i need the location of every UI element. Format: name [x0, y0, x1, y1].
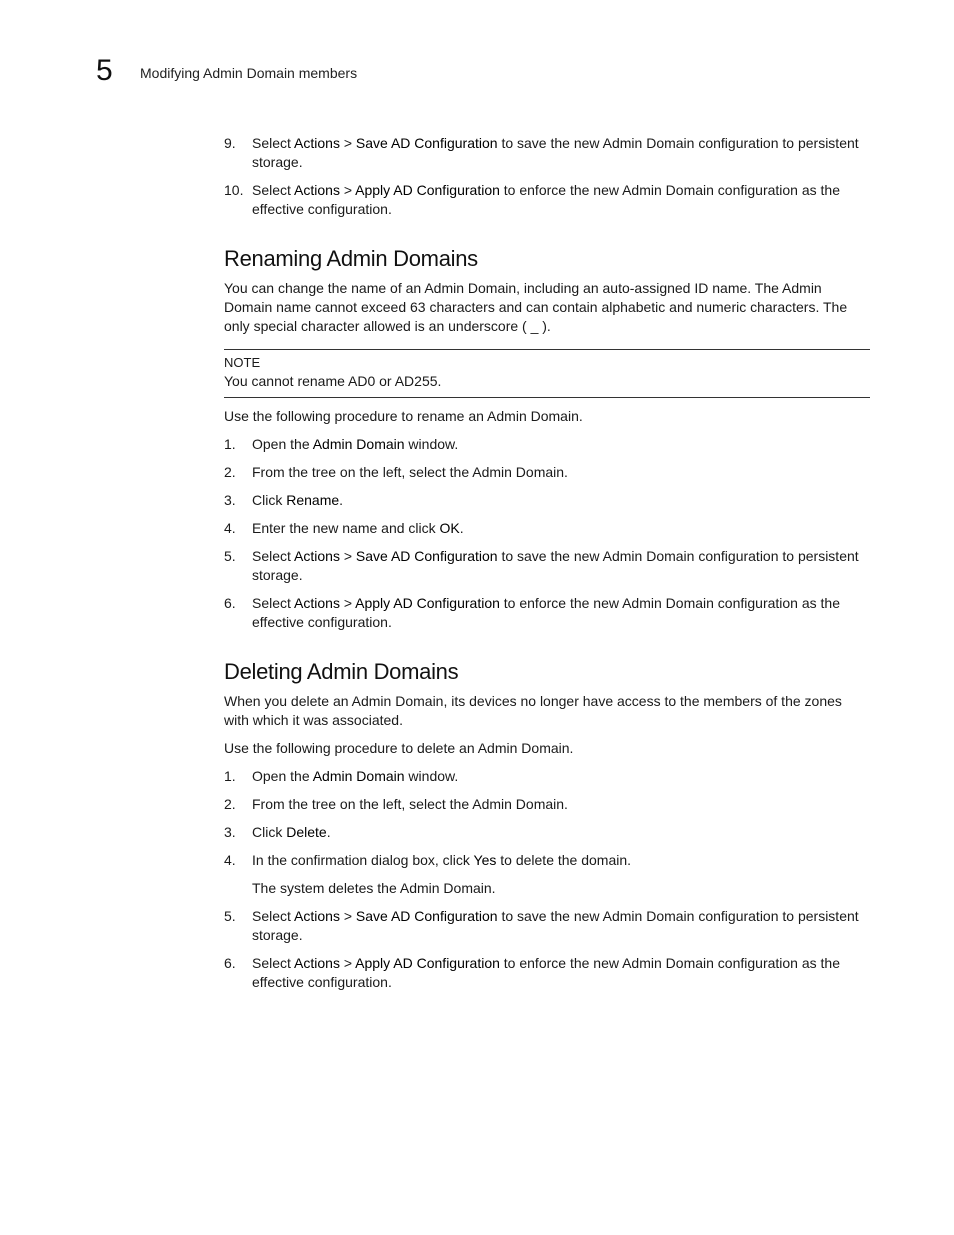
text-run: Select	[252, 135, 295, 151]
ui-term: Admin Domain	[312, 436, 405, 452]
delete-steps	[224, 767, 870, 992]
step-number: 6.	[224, 955, 236, 971]
step-text	[252, 134, 870, 172]
text-run: Select	[252, 595, 295, 611]
ui-term: OK	[439, 520, 460, 536]
step-number: 3.	[224, 492, 236, 508]
text-run: >	[339, 135, 356, 151]
list-item	[224, 435, 870, 454]
ui-term: Actions	[294, 548, 340, 564]
ui-term: Rename	[286, 492, 340, 508]
step-number: 10.	[224, 182, 244, 198]
step-text	[252, 795, 870, 814]
list-item	[224, 851, 870, 898]
ui-term: Delete	[286, 824, 327, 840]
step-number: 2.	[224, 464, 236, 480]
note-text: You cannot rename AD0 or AD255.	[224, 373, 442, 389]
list-item	[224, 491, 870, 510]
step-number: 5.	[224, 548, 236, 564]
text-run: Open the	[252, 768, 313, 784]
ui-term: Actions	[294, 908, 340, 924]
text-run: >	[339, 908, 356, 924]
text-run: to enforce the new Admin Domain configuration as the effective configuration.	[252, 955, 840, 990]
note-label: NOTE	[224, 355, 261, 370]
list-item	[224, 519, 870, 538]
text-run: Select	[252, 182, 295, 198]
step-result: The system deletes the Admin Domain.	[252, 880, 496, 896]
list-item	[224, 954, 870, 992]
ui-term: Apply AD Configuration	[355, 955, 500, 971]
text-run: >	[339, 595, 356, 611]
text-run: .	[339, 492, 344, 508]
text-run: Select	[252, 548, 295, 564]
text-run: .	[326, 824, 331, 840]
step-text	[252, 823, 870, 842]
text-run: Select	[252, 955, 295, 971]
text-run: .	[459, 520, 464, 536]
text-run: window.	[404, 768, 459, 784]
text-run: to enforce the new Admin Domain configuration as the effective configuration.	[252, 595, 840, 630]
heading-deleting: Deleting Admin Domains	[224, 659, 459, 684]
step-text	[252, 181, 870, 219]
step-number: 6.	[224, 595, 236, 611]
heading-renaming: Renaming Admin Domains	[224, 246, 478, 271]
text-run: >	[339, 548, 356, 564]
step-number: 4.	[224, 520, 236, 536]
text-run: to save the new Admin Domain configuration to persistent storage.	[252, 135, 859, 170]
step-text	[252, 435, 870, 454]
list-item	[224, 767, 870, 786]
intro-steps	[224, 134, 870, 219]
ui-term: Save AD Configuration	[355, 548, 498, 564]
list-item	[224, 463, 870, 482]
chapter-number: 5	[96, 54, 113, 87]
ui-term: Actions	[294, 595, 340, 611]
list-item	[224, 547, 870, 585]
list-item	[224, 134, 870, 172]
step-text	[252, 594, 870, 632]
step-number: 4.	[224, 852, 236, 868]
step-number: 3.	[224, 824, 236, 840]
step-text	[252, 907, 870, 945]
text-run: Open the	[252, 436, 313, 452]
text-run: In the confirmation dialog box, click	[252, 852, 474, 868]
text-run: >	[339, 182, 356, 198]
ui-term: Actions	[294, 955, 340, 971]
text-run: Click	[252, 824, 287, 840]
text-run: Click	[252, 492, 287, 508]
ui-term: Apply AD Configuration	[355, 595, 500, 611]
text-run: From the tree on the left, select the Admin Domain.	[252, 464, 568, 480]
text-run: window.	[404, 436, 459, 452]
running-head: Modifying Admin Domain members	[140, 65, 358, 81]
step-text	[252, 767, 870, 786]
step-text	[252, 954, 870, 992]
list-item	[224, 907, 870, 945]
step-text	[252, 851, 870, 870]
ui-term: Save AD Configuration	[355, 135, 498, 151]
step-number: 2.	[224, 796, 236, 812]
text-run: to enforce the new Admin Domain configuration as the effective configuration.	[252, 182, 840, 217]
note-box	[224, 349, 870, 398]
text-run: to save the new Admin Domain configuration to persistent storage.	[252, 548, 859, 583]
text-run: >	[339, 955, 356, 971]
step-text	[252, 463, 870, 482]
ui-term: Yes	[473, 852, 497, 868]
list-item	[224, 795, 870, 814]
ui-term: Admin Domain	[312, 768, 405, 784]
step-number: 5.	[224, 908, 236, 924]
ui-term: Actions	[294, 182, 340, 198]
list-item	[224, 181, 870, 219]
ui-term: Apply AD Configuration	[355, 182, 500, 198]
text-run: Enter the new name and click	[252, 520, 440, 536]
rename-intro: You can change the name of an Admin Domain, including an auto-assigned ID name. The Admin Domain name cannot exceed 63 characters and can contain alphabetic and numeric characters. The only special character allowed is an underscore ( _ ).	[224, 280, 848, 334]
text-run: Select	[252, 908, 295, 924]
text-run: to save the new Admin Domain configuration to persistent storage.	[252, 908, 859, 943]
ui-term: Actions	[294, 135, 340, 151]
text-run: to delete the domain.	[496, 852, 632, 868]
step-text	[252, 547, 870, 585]
list-item	[224, 594, 870, 632]
ui-term: Save AD Configuration	[355, 908, 498, 924]
page-content	[224, 134, 870, 1001]
delete-intro: When you delete an Admin Domain, its devices no longer have access to the members of the zones with which it was associated.	[224, 693, 842, 728]
step-text	[252, 519, 870, 538]
rename-steps	[224, 435, 870, 632]
text-run: From the tree on the left, select the Admin Domain.	[252, 796, 568, 812]
list-item	[224, 823, 870, 842]
step-number: 1.	[224, 768, 236, 784]
step-text	[252, 491, 870, 510]
delete-procedure-intro: Use the following procedure to delete an Admin Domain.	[224, 740, 574, 756]
rename-procedure-intro: Use the following procedure to rename an Admin Domain.	[224, 408, 583, 424]
step-number: 1.	[224, 436, 236, 452]
step-number: 9.	[224, 135, 236, 151]
